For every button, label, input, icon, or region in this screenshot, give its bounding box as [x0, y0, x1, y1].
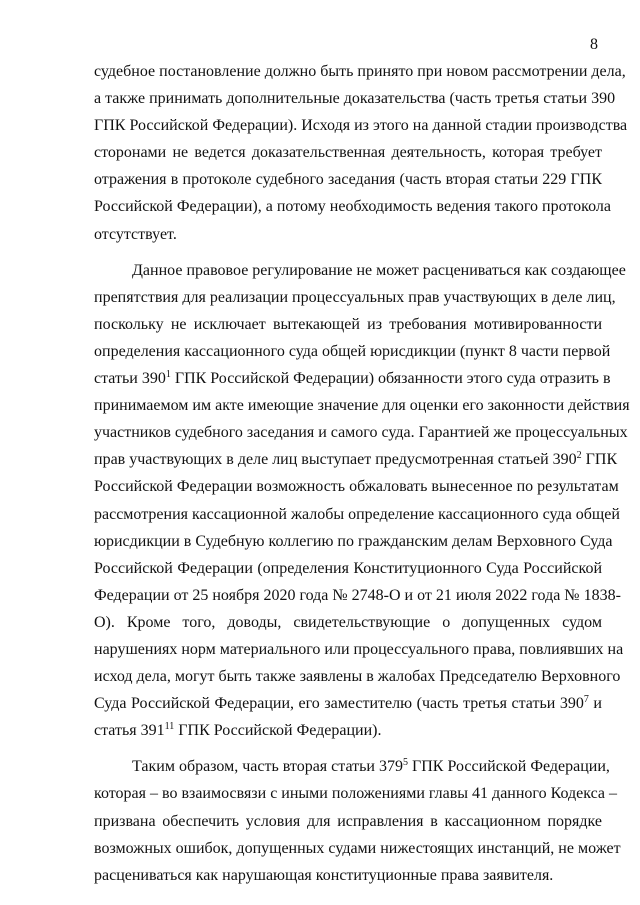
- text-line: [94, 636, 624, 663]
- text-run: О). Кроме того, доводы, свидетельствующие о допущенных судом: [94, 613, 602, 631]
- superscript-index: 7: [583, 694, 589, 706]
- text-run: расцениваться как нарушающая конституционные права заявителя.: [94, 866, 554, 884]
- text-run: отсутствует.: [94, 225, 177, 243]
- text-line: [94, 582, 621, 609]
- text-line: [94, 690, 602, 717]
- text-run: Суда Российской Федерации, его заместителю (часть третья статьи 390: [94, 695, 584, 713]
- text-line: [94, 473, 619, 500]
- text-run: рассмотрения кассационной жалобы определение кассационного суда общей: [94, 505, 620, 523]
- text-line: [94, 862, 602, 889]
- text-run: судебное постановление должно быть принято при новом рассмотрении дела,: [94, 63, 626, 80]
- text-line: [94, 338, 611, 365]
- text-run: ГПК Российской Федерации,: [408, 758, 610, 776]
- page-number: 8: [590, 36, 598, 53]
- text-run: Данное правовое регулирование не может расцениваться как создающее: [132, 261, 626, 279]
- text-line: [94, 58, 626, 85]
- text-run: определения кассационного суда общей юрисдикции (пункт 8 части первой: [94, 342, 611, 360]
- paragraph: [94, 753, 621, 888]
- paragraph: [94, 58, 628, 248]
- superscript-index: 1: [165, 369, 171, 381]
- text-line: [94, 835, 621, 862]
- text-line: [94, 166, 602, 193]
- superscript-index: 5: [403, 757, 408, 769]
- text-run: Российской Федерации), а потому необходимость ведения такого протокола: [94, 198, 611, 216]
- text-run: Таким образом, часть вторая статьи 379: [132, 758, 403, 776]
- text-line: [94, 609, 602, 636]
- text-line: [94, 717, 602, 744]
- text-run: сторонами не ведется доказательственная деятельность, которая требует: [94, 144, 602, 162]
- text-run: Российской Федерации (определения Конституционного Суда Российской: [94, 559, 602, 577]
- text-run: юрисдикции в Судебную коллегию по гражданским делам Верховного Суда: [94, 532, 613, 550]
- text-run: статья 391: [94, 722, 165, 740]
- text-line: [94, 753, 610, 780]
- text-run: ГПК Российской Федерации).: [174, 722, 382, 740]
- text-line: [94, 780, 618, 807]
- text-line: [94, 501, 620, 528]
- text-line: [94, 193, 611, 220]
- paragraph: [94, 257, 630, 745]
- text-run: ГПК Российской Федерации). Исходя из этого на данной стадии производства: [94, 117, 628, 135]
- text-line: [94, 419, 628, 446]
- text-line: [94, 85, 616, 112]
- text-line: [94, 663, 621, 690]
- text-line: [94, 365, 611, 392]
- text-run: нарушениях норм материального или процессуального права, повлиявших на: [94, 640, 624, 658]
- document-body: [94, 58, 630, 889]
- text-run: препятствия для реализации процессуальных прав участвующих в деле лиц,: [94, 288, 616, 306]
- text-line: [94, 555, 602, 582]
- text-line: [94, 284, 616, 311]
- text-run: исход дела, могут быть также заявлены в жалобах Председателю Верховного: [94, 668, 621, 686]
- text-run: призвана обеспечить условия для исправления в кассационном порядке: [94, 812, 602, 830]
- text-line: [94, 808, 602, 835]
- text-run: которая – во взаимосвязи с иными положениями главы 41 данного Кодекса –: [94, 785, 618, 803]
- text-run: прав участвующих в деле лиц выступает предусмотренная статьей 390: [94, 451, 577, 469]
- text-run: Федерации от 25 ноября 2020 года № 2748-О и от 21 июля 2022 года № 1838-: [94, 586, 621, 604]
- text-run: отражения в протоколе судебного заседания (часть вторая статьи 229 ГПК: [94, 171, 602, 189]
- text-line: [94, 221, 602, 248]
- text-run: возможных ошибок, допущенных судами нижестоящих инстанций, не может: [94, 839, 621, 857]
- text-run: Российской Федерации возможность обжаловать вынесенное по результатам: [94, 478, 619, 496]
- text-run: статьи 390: [94, 370, 166, 388]
- superscript-index: 11: [164, 721, 175, 733]
- text-run: принимаемом им акте имеющие значение для оценки его законности действия: [94, 397, 630, 415]
- text-line: [94, 392, 630, 419]
- text-line: [94, 139, 602, 166]
- text-run: ГПК Российской Федерации) обязанности этого суда отразить в: [170, 370, 611, 388]
- text-line: [94, 311, 602, 338]
- text-run: поскольку не исключает вытекающей из требования мотивированности: [94, 315, 602, 333]
- text-line: [94, 446, 618, 473]
- text-run: а также принимать дополнительные доказательства (часть третья статьи 390: [94, 90, 616, 108]
- text-run: и: [588, 695, 602, 713]
- text-line: [94, 112, 628, 139]
- superscript-index: 2: [576, 450, 582, 462]
- text-line: [94, 528, 613, 555]
- text-run: участников судебного заседания и самого суда. Гарантией же процессуальных: [94, 424, 628, 442]
- text-run: ГПК: [581, 451, 618, 469]
- text-line: [94, 257, 626, 284]
